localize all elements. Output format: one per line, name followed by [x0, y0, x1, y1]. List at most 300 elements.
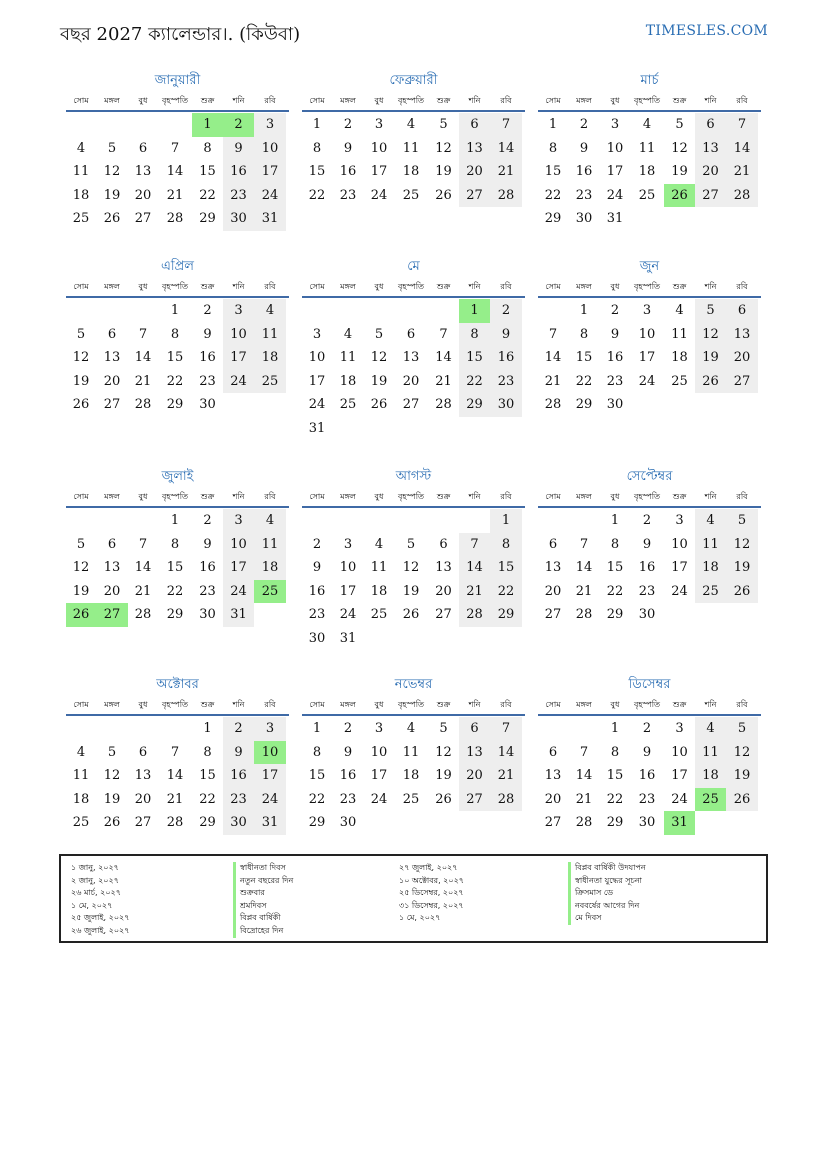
day-cell[interactable]: 29 [459, 393, 490, 417]
day-cell[interactable]: 10 [223, 533, 254, 557]
day-cell[interactable]: 16 [308, 583, 326, 599]
day-cell[interactable]: 18 [402, 164, 420, 180]
day-cell[interactable]: 10 [254, 741, 286, 765]
day-cell[interactable]: 19 [671, 164, 688, 180]
day-cell[interactable]: 16 [606, 350, 624, 366]
day-cell[interactable]: 25 [695, 580, 726, 604]
day-cell[interactable]: 11 [638, 140, 656, 156]
day-cell[interactable]: 12 [435, 744, 452, 760]
day-cell[interactable]: 3 [223, 509, 254, 533]
day-cell[interactable]: 22 [606, 791, 624, 807]
day-cell[interactable]: 2 [203, 303, 212, 319]
day-cell[interactable]: 18 [638, 164, 656, 180]
day-cell[interactable]: 17 [370, 164, 388, 180]
day-cell[interactable]: 8 [312, 744, 322, 760]
day-cell[interactable]: 5 [695, 299, 726, 323]
day-cell[interactable]: 24 [254, 184, 286, 208]
day-cell[interactable]: 27 [544, 815, 562, 831]
day-cell[interactable]: 13 [134, 768, 152, 784]
day-cell[interactable]: 11 [402, 744, 420, 760]
day-cell[interactable]: 26 [726, 788, 758, 812]
day-cell[interactable]: 26 [103, 211, 121, 227]
day-cell[interactable]: 16 [223, 160, 254, 184]
day-cell[interactable]: 6 [548, 536, 558, 552]
day-cell[interactable]: 18 [72, 791, 90, 807]
day-cell[interactable]: 27 [96, 603, 128, 627]
day-cell[interactable]: 3 [254, 113, 286, 137]
day-cell[interactable]: 15 [308, 768, 326, 784]
day-cell[interactable]: 9 [203, 536, 212, 552]
day-cell[interactable]: 15 [490, 556, 522, 580]
day-cell[interactable]: 3 [610, 117, 620, 133]
day-cell[interactable]: 29 [575, 397, 593, 413]
day-cell[interactable]: 6 [138, 140, 148, 156]
day-cell[interactable]: 30 [339, 815, 357, 831]
day-cell[interactable]: 22 [459, 370, 490, 394]
day-cell[interactable]: 28 [459, 603, 490, 627]
day-cell[interactable]: 28 [134, 607, 152, 623]
day-cell[interactable]: 26 [370, 397, 388, 413]
day-cell[interactable]: 23 [308, 607, 326, 623]
day-cell[interactable]: 6 [459, 113, 490, 137]
day-cell[interactable]: 6 [726, 299, 758, 323]
day-cell[interactable]: 4 [695, 717, 726, 741]
day-cell[interactable]: 15 [606, 560, 624, 576]
day-cell[interactable]: 14 [134, 350, 152, 366]
day-cell[interactable]: 3 [675, 513, 684, 529]
day-cell[interactable]: 11 [254, 323, 286, 347]
day-cell[interactable]: 12 [370, 350, 388, 366]
day-cell[interactable]: 8 [203, 744, 212, 760]
day-cell[interactable]: 28 [544, 397, 562, 413]
day-cell[interactable]: 23 [606, 373, 624, 389]
day-cell[interactable]: 4 [76, 744, 86, 760]
day-cell[interactable]: 16 [223, 764, 254, 788]
day-cell[interactable]: 3 [374, 721, 384, 737]
day-cell[interactable]: 10 [370, 140, 388, 156]
day-cell[interactable]: 7 [170, 744, 180, 760]
day-cell[interactable]: 28 [490, 788, 522, 812]
day-cell[interactable]: 23 [339, 791, 357, 807]
day-cell[interactable]: 4 [254, 299, 286, 323]
day-cell[interactable]: 28 [726, 184, 758, 208]
day-cell[interactable]: 5 [406, 536, 416, 552]
day-cell[interactable]: 6 [439, 536, 448, 552]
day-cell[interactable]: 22 [308, 187, 326, 203]
day-cell[interactable]: 3 [223, 299, 254, 323]
day-cell[interactable]: 19 [435, 768, 452, 784]
day-cell[interactable]: 1 [610, 513, 620, 529]
day-cell[interactable]: 22 [490, 580, 522, 604]
day-cell[interactable]: 20 [134, 187, 152, 203]
day-cell[interactable]: 1 [490, 509, 522, 533]
day-cell[interactable]: 8 [170, 536, 180, 552]
day-cell[interactable]: 9 [490, 323, 522, 347]
day-cell[interactable]: 1 [203, 721, 212, 737]
day-cell[interactable]: 18 [671, 350, 688, 366]
day-cell[interactable]: 24 [671, 791, 688, 807]
day-cell[interactable]: 8 [312, 140, 322, 156]
day-cell[interactable]: 6 [548, 744, 558, 760]
day-cell[interactable]: 25 [638, 187, 656, 203]
day-cell[interactable]: 9 [203, 326, 212, 342]
day-cell[interactable]: 23 [638, 583, 656, 599]
day-cell[interactable]: 19 [726, 556, 758, 580]
day-cell[interactable]: 8 [459, 323, 490, 347]
day-cell[interactable]: 14 [134, 560, 152, 576]
day-cell[interactable]: 5 [107, 744, 117, 760]
day-cell[interactable]: 15 [199, 768, 216, 784]
day-cell[interactable]: 25 [72, 211, 90, 227]
day-cell[interactable]: 30 [490, 393, 522, 417]
day-cell[interactable]: 16 [638, 768, 656, 784]
day-cell[interactable]: 17 [223, 556, 254, 580]
day-cell[interactable]: 11 [695, 741, 726, 765]
day-cell[interactable]: 8 [203, 140, 212, 156]
day-cell[interactable]: 5 [726, 717, 758, 741]
day-cell[interactable]: 29 [199, 211, 216, 227]
day-cell[interactable]: 14 [726, 137, 758, 161]
day-cell[interactable]: 14 [544, 350, 562, 366]
day-cell[interactable]: 15 [544, 164, 562, 180]
day-cell[interactable]: 30 [638, 607, 656, 623]
day-cell[interactable]: 19 [72, 583, 90, 599]
day-cell[interactable]: 12 [726, 533, 758, 557]
day-cell[interactable]: 3 [642, 303, 652, 319]
day-cell[interactable]: 10 [339, 560, 357, 576]
day-cell[interactable]: 10 [606, 140, 624, 156]
day-cell[interactable]: 31 [308, 420, 326, 436]
day-cell[interactable]: 31 [254, 207, 286, 231]
day-cell[interactable]: 29 [606, 607, 624, 623]
day-cell[interactable]: 24 [223, 370, 254, 394]
day-cell[interactable]: 19 [103, 791, 121, 807]
day-cell[interactable]: 5 [374, 326, 384, 342]
day-cell[interactable]: 21 [544, 373, 562, 389]
day-cell[interactable]: 25 [671, 373, 688, 389]
day-cell[interactable]: 20 [459, 764, 490, 788]
day-cell[interactable]: 2 [490, 299, 522, 323]
day-cell[interactable]: 13 [544, 560, 562, 576]
day-cell[interactable]: 14 [166, 164, 184, 180]
day-cell[interactable]: 20 [134, 791, 152, 807]
day-cell[interactable]: 22 [606, 583, 624, 599]
day-cell[interactable]: 10 [370, 744, 388, 760]
day-cell[interactable]: 26 [695, 370, 726, 394]
day-cell[interactable]: 9 [642, 744, 652, 760]
day-cell[interactable]: 14 [490, 137, 522, 161]
day-cell[interactable]: 4 [675, 303, 684, 319]
day-cell[interactable]: 1 [170, 303, 180, 319]
day-cell[interactable]: 2 [610, 303, 620, 319]
day-cell[interactable]: 29 [308, 815, 326, 831]
day-cell[interactable]: 11 [370, 560, 388, 576]
day-cell[interactable]: 24 [606, 187, 624, 203]
day-cell[interactable]: 27 [544, 607, 562, 623]
day-cell[interactable]: 25 [72, 815, 90, 831]
day-cell[interactable]: 6 [406, 326, 416, 342]
day-cell[interactable]: 28 [134, 397, 152, 413]
day-cell[interactable]: 8 [170, 326, 180, 342]
day-cell[interactable]: 8 [610, 744, 620, 760]
day-cell[interactable]: 21 [134, 583, 152, 599]
day-cell[interactable]: 19 [695, 346, 726, 370]
day-cell[interactable]: 4 [76, 140, 86, 156]
day-cell[interactable]: 19 [402, 583, 420, 599]
day-cell[interactable]: 31 [606, 211, 624, 227]
day-cell[interactable]: 20 [544, 791, 562, 807]
day-cell[interactable]: 22 [575, 373, 593, 389]
day-cell[interactable]: 13 [695, 137, 726, 161]
day-cell[interactable]: 12 [72, 560, 90, 576]
day-cell[interactable]: 20 [726, 346, 758, 370]
day-cell[interactable]: 26 [435, 791, 452, 807]
day-cell[interactable]: 24 [638, 373, 656, 389]
day-cell[interactable]: 6 [459, 717, 490, 741]
day-cell[interactable]: 21 [726, 160, 758, 184]
day-cell[interactable]: 26 [402, 607, 420, 623]
day-cell[interactable]: 11 [254, 533, 286, 557]
day-cell[interactable]: 18 [402, 768, 420, 784]
day-cell[interactable]: 2 [223, 717, 254, 741]
day-cell[interactable]: 22 [199, 791, 216, 807]
day-cell[interactable]: 23 [638, 791, 656, 807]
day-cell[interactable]: 17 [671, 768, 688, 784]
day-cell[interactable]: 30 [308, 630, 326, 646]
day-cell[interactable]: 6 [107, 536, 117, 552]
day-cell[interactable]: 19 [435, 164, 452, 180]
day-cell[interactable]: 9 [343, 744, 353, 760]
day-cell[interactable]: 9 [579, 140, 589, 156]
day-cell[interactable]: 16 [339, 768, 357, 784]
day-cell[interactable]: 3 [312, 326, 322, 342]
day-cell[interactable]: 12 [695, 323, 726, 347]
day-cell[interactable]: 26 [435, 187, 452, 203]
day-cell[interactable]: 23 [199, 373, 216, 389]
day-cell[interactable]: 14 [575, 768, 593, 784]
day-cell[interactable]: 2 [642, 513, 652, 529]
day-cell[interactable]: 11 [695, 533, 726, 557]
day-cell[interactable]: 4 [406, 117, 416, 133]
day-cell[interactable]: 5 [726, 509, 758, 533]
day-cell[interactable]: 17 [638, 350, 656, 366]
day-cell[interactable]: 25 [370, 607, 388, 623]
day-cell[interactable]: 26 [103, 815, 121, 831]
day-cell[interactable]: 10 [671, 744, 688, 760]
day-cell[interactable]: 10 [671, 536, 688, 552]
day-cell[interactable]: 7 [490, 113, 522, 137]
day-cell[interactable]: 27 [402, 397, 420, 413]
day-cell[interactable]: 9 [223, 741, 254, 765]
day-cell[interactable]: 22 [166, 373, 184, 389]
day-cell[interactable]: 21 [166, 187, 184, 203]
day-cell[interactable]: 22 [166, 583, 184, 599]
day-cell[interactable]: 20 [103, 373, 121, 389]
day-cell[interactable]: 21 [435, 373, 452, 389]
day-cell[interactable]: 24 [671, 583, 688, 599]
day-cell[interactable]: 26 [664, 184, 695, 208]
day-cell[interactable]: 30 [223, 207, 254, 231]
day-cell[interactable]: 23 [339, 187, 357, 203]
day-cell[interactable]: 16 [490, 346, 522, 370]
day-cell[interactable]: 26 [72, 397, 90, 413]
day-cell[interactable]: 7 [490, 717, 522, 741]
day-cell[interactable]: 15 [575, 350, 593, 366]
day-cell[interactable]: 27 [435, 607, 452, 623]
day-cell[interactable]: 14 [459, 556, 490, 580]
day-cell[interactable]: 30 [223, 811, 254, 835]
day-cell[interactable]: 7 [138, 326, 148, 342]
day-cell[interactable]: 27 [134, 211, 152, 227]
day-cell[interactable]: 25 [402, 187, 420, 203]
day-cell[interactable]: 3 [343, 536, 353, 552]
day-cell[interactable]: 12 [103, 164, 121, 180]
day-cell[interactable]: 4 [642, 117, 652, 133]
day-cell[interactable]: 21 [459, 580, 490, 604]
day-cell[interactable]: 13 [726, 323, 758, 347]
day-cell[interactable]: 25 [402, 791, 420, 807]
day-cell[interactable]: 17 [339, 583, 357, 599]
day-cell[interactable]: 9 [223, 137, 254, 161]
day-cell[interactable]: 18 [370, 583, 388, 599]
day-cell[interactable]: 30 [638, 815, 656, 831]
day-cell[interactable]: 27 [459, 184, 490, 208]
day-cell[interactable]: 9 [343, 140, 353, 156]
day-cell[interactable]: 17 [223, 346, 254, 370]
day-cell[interactable]: 21 [490, 764, 522, 788]
day-cell[interactable]: 31 [339, 630, 357, 646]
day-cell[interactable]: 1 [170, 513, 180, 529]
day-cell[interactable]: 13 [435, 560, 452, 576]
day-cell[interactable]: 6 [695, 113, 726, 137]
day-cell[interactable]: 23 [490, 370, 522, 394]
day-cell[interactable]: 12 [726, 741, 758, 765]
day-cell[interactable]: 12 [72, 350, 90, 366]
day-cell[interactable]: 12 [402, 560, 420, 576]
day-cell[interactable]: 5 [76, 326, 86, 342]
day-cell[interactable]: 13 [459, 137, 490, 161]
day-cell[interactable]: 3 [374, 117, 384, 133]
day-cell[interactable]: 29 [166, 607, 184, 623]
day-cell[interactable]: 20 [402, 373, 420, 389]
day-cell[interactable]: 7 [548, 326, 558, 342]
day-cell[interactable]: 21 [575, 583, 593, 599]
day-cell[interactable]: 15 [166, 350, 184, 366]
day-cell[interactable]: 7 [726, 113, 758, 137]
day-cell[interactable]: 14 [575, 560, 593, 576]
day-cell[interactable]: 8 [579, 326, 589, 342]
day-cell[interactable]: 22 [308, 791, 326, 807]
day-cell[interactable]: 11 [671, 326, 688, 342]
day-cell[interactable]: 31 [664, 811, 695, 835]
day-cell[interactable]: 28 [166, 815, 184, 831]
day-cell[interactable]: 27 [726, 370, 758, 394]
day-cell[interactable]: 13 [544, 768, 562, 784]
day-cell[interactable]: 20 [544, 583, 562, 599]
day-cell[interactable]: 21 [490, 160, 522, 184]
day-cell[interactable]: 2 [312, 536, 322, 552]
day-cell[interactable]: 26 [66, 603, 96, 627]
day-cell[interactable]: 20 [695, 160, 726, 184]
day-cell[interactable]: 21 [134, 373, 152, 389]
day-cell[interactable]: 18 [72, 187, 90, 203]
day-cell[interactable]: 30 [606, 397, 624, 413]
day-cell[interactable]: 27 [103, 397, 121, 413]
day-cell[interactable]: 14 [435, 350, 452, 366]
day-cell[interactable]: 1 [192, 113, 223, 137]
day-cell[interactable]: 17 [308, 373, 326, 389]
day-cell[interactable]: 6 [107, 326, 117, 342]
day-cell[interactable]: 18 [695, 764, 726, 788]
day-cell[interactable]: 18 [339, 373, 357, 389]
day-cell[interactable]: 29 [166, 397, 184, 413]
day-cell[interactable]: 29 [199, 815, 216, 831]
day-cell[interactable]: 24 [370, 791, 388, 807]
day-cell[interactable]: 25 [254, 580, 286, 604]
day-cell[interactable]: 7 [439, 326, 448, 342]
day-cell[interactable]: 31 [223, 603, 254, 627]
day-cell[interactable]: 14 [166, 768, 184, 784]
day-cell[interactable]: 28 [575, 815, 593, 831]
day-cell[interactable]: 15 [199, 164, 216, 180]
day-cell[interactable]: 4 [406, 721, 416, 737]
day-cell[interactable]: 25 [254, 370, 286, 394]
day-cell[interactable]: 31 [254, 811, 286, 835]
day-cell[interactable]: 15 [459, 346, 490, 370]
day-cell[interactable]: 28 [575, 607, 593, 623]
day-cell[interactable]: 5 [76, 536, 86, 552]
day-cell[interactable]: 12 [103, 768, 121, 784]
day-cell[interactable]: 25 [695, 788, 726, 812]
day-cell[interactable]: 9 [642, 536, 652, 552]
day-cell[interactable]: 10 [254, 137, 286, 161]
day-cell[interactable]: 2 [579, 117, 589, 133]
day-cell[interactable]: 17 [370, 768, 388, 784]
day-cell[interactable]: 30 [199, 607, 216, 623]
day-cell[interactable]: 4 [695, 509, 726, 533]
day-cell[interactable]: 2 [343, 721, 353, 737]
day-cell[interactable]: 30 [199, 397, 216, 413]
day-cell[interactable]: 23 [575, 187, 593, 203]
day-cell[interactable]: 1 [610, 721, 620, 737]
day-cell[interactable]: 13 [459, 741, 490, 765]
day-cell[interactable]: 17 [254, 160, 286, 184]
day-cell[interactable]: 21 [166, 791, 184, 807]
day-cell[interactable]: 10 [223, 323, 254, 347]
day-cell[interactable]: 5 [439, 117, 448, 133]
day-cell[interactable]: 1 [312, 117, 322, 133]
day-cell[interactable]: 11 [72, 768, 90, 784]
day-cell[interactable]: 9 [610, 326, 620, 342]
day-cell[interactable]: 5 [675, 117, 684, 133]
day-cell[interactable]: 30 [575, 211, 593, 227]
day-cell[interactable]: 4 [343, 326, 353, 342]
day-cell[interactable]: 5 [107, 140, 117, 156]
day-cell[interactable]: 8 [548, 140, 558, 156]
day-cell[interactable]: 27 [134, 815, 152, 831]
day-cell[interactable]: 15 [166, 560, 184, 576]
day-cell[interactable]: 28 [435, 397, 452, 413]
day-cell[interactable]: 7 [579, 744, 589, 760]
day-cell[interactable]: 23 [223, 184, 254, 208]
day-cell[interactable]: 19 [370, 373, 388, 389]
day-cell[interactable]: 17 [606, 164, 624, 180]
day-cell[interactable]: 10 [638, 326, 656, 342]
day-cell[interactable]: 29 [606, 815, 624, 831]
day-cell[interactable]: 24 [339, 607, 357, 623]
day-cell[interactable]: 18 [254, 556, 286, 580]
day-cell[interactable]: 6 [138, 744, 148, 760]
